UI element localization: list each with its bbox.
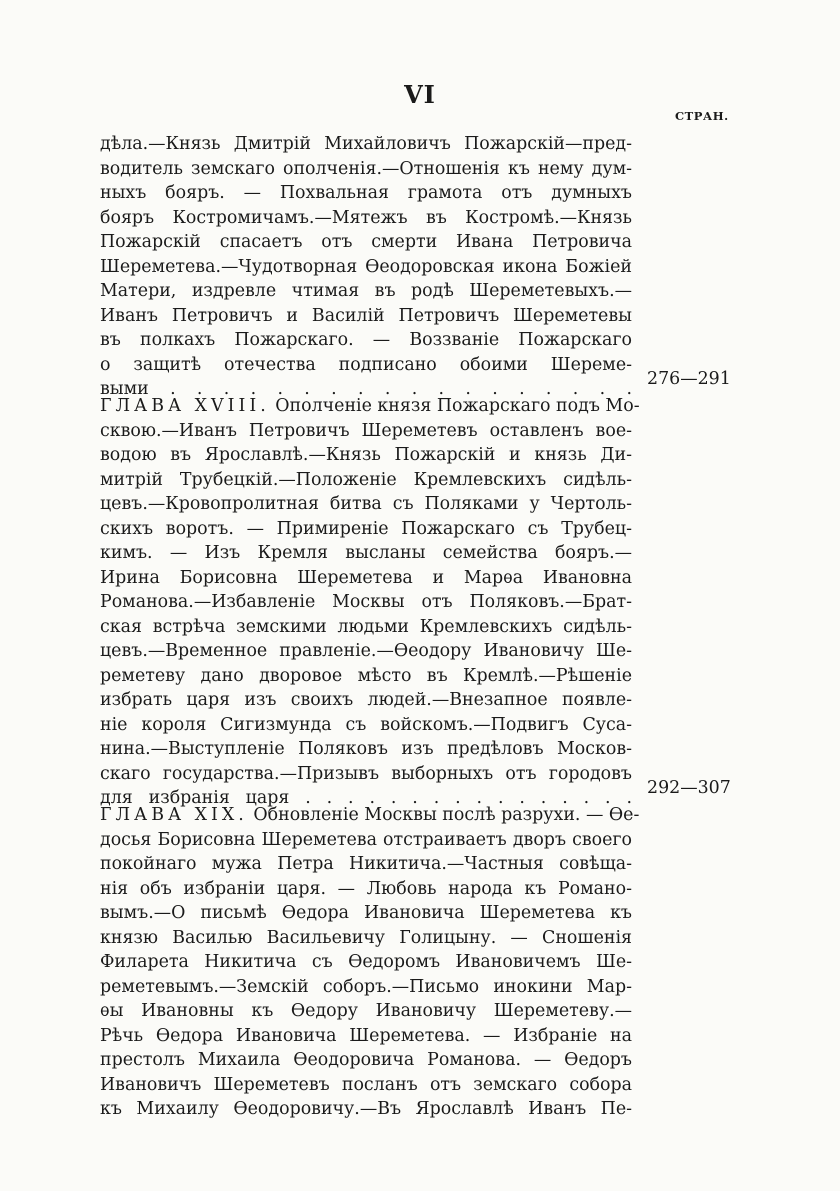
toc-line: сквою.—Иванъ Петровичъ Шереметевъ оставленъ вое-	[100, 420, 632, 441]
toc-line: Матери, издревле чтимая въ родѣ Шереметевыхъ.—	[100, 281, 632, 301]
toc-line: митрій Трубецкій.—Положеніе Кремлевскихъ сидѣль-	[100, 469, 632, 490]
toc-first-line	[100, 803, 640, 828]
toc-line: кимъ. — Изъ Кремля высланы семейства бояръ.—	[100, 543, 632, 563]
toc-line: цевъ.—Кровопролитная битва съ Поляками у Чертоль-	[100, 494, 632, 514]
toc-line: реметевымъ.—Земскій соборъ.—Письмо инокини Мар-	[100, 976, 632, 997]
toc-line: нія объ избраніи царя. — Любовь народа къ Романо-	[100, 878, 632, 899]
toc-line: о защитѣ отечества подписано обоими Шереме-	[100, 354, 632, 375]
page-number: VI	[404, 80, 436, 109]
toc-first-line	[100, 394, 640, 419]
toc-line: досья Борисовна Шереметева отстраиваетъ дворъ своего	[100, 829, 632, 850]
leader-dots: . . . . . . . . . . . . . . . .	[305, 788, 632, 808]
pages-column-header: СТРАН.	[675, 109, 729, 123]
toc-line: Ирина Борисовна Шереметева и Марѳа Ивановна	[100, 567, 632, 588]
toc-line: Пожарскій спасаетъ отъ смерти Ивана Петровича	[100, 232, 632, 252]
toc-entry	[100, 394, 640, 811]
toc-line: бояръ Костромичамъ.—Мятежъ въ Костромѣ.—Князь	[100, 207, 632, 228]
toc-line: избрать царя изъ своихъ людей.—Внезапное появле-	[100, 690, 632, 710]
toc-line: ніе короля Сигизмунда съ войскомъ.—Подвигъ Суса-	[100, 714, 632, 735]
toc-line-text: выми	[100, 379, 149, 399]
toc-line: Шереметева.—Чудотворная Ѳеодоровская икона Божіей	[100, 256, 632, 277]
page-range: 276—291	[647, 369, 731, 389]
leader-dots: . . . . . . . . . . . . . . . . . .	[170, 379, 633, 399]
toc-line: скихъ воротъ. — Примиреніе Пожарскаго съ Трубец-	[100, 518, 632, 539]
toc-line: Ивановичъ Шереметевъ посланъ отъ земскаго собора	[100, 1074, 632, 1095]
toc-line: дѣла.—Князь Дмитрій Михайловичъ Пожарскій—пред-	[100, 134, 632, 154]
toc-line: водитель земскаго ополченія.—Отношенія къ нему дум-	[100, 158, 632, 179]
toc-line: реметеву дано дворовое мѣсто въ Кремлѣ.—Рѣшеніе	[100, 665, 632, 686]
toc-line: въ полкахъ Пожарскаго. — Воззваніе Пожарскаго	[100, 330, 632, 350]
toc-line: Иванъ Петровичъ и Василій Петровичъ Шереметевы	[100, 305, 632, 326]
toc-line: къ Михаилу Ѳеодоровичу.—Въ Ярославлѣ Иванъ Пе-	[100, 1099, 632, 1119]
toc-line: скаго государства.—Призывъ выборныхъ отъ городовъ	[100, 763, 632, 784]
toc-line: Романова.—Избавленіе Москвы отъ Поляковъ.—Брат-	[100, 592, 632, 612]
toc-line: Рѣчь Ѳедора Ивановича Шереметева. — Избраніе на	[100, 1025, 632, 1046]
toc-line: ская встрѣча земскими людьми Кремлевскихъ сидѣль-	[100, 616, 632, 637]
toc-line: Филарета Никитича съ Ѳедоромъ Ивановичемъ Ше-	[100, 952, 632, 972]
chapter-heading: ГЛАВА XIX.	[100, 805, 248, 825]
toc-line: водою въ Ярославлѣ.—Князь Пожарскій и князь Ди-	[100, 445, 632, 465]
toc-line: ныхъ бояръ. — Похвальная грамота отъ думныхъ	[100, 183, 632, 203]
toc-line-text: Ополченіе князя Пожарскаго подъ Мо-	[275, 396, 640, 416]
toc-entry	[100, 803, 640, 1122]
toc-line: нина.—Выступленіе Поляковъ изъ предѣловъ Москов-	[100, 739, 632, 759]
toc-line: цевъ.—Временное правленіе.—Ѳеодору Ивановичу Ше-	[100, 641, 632, 661]
toc-line-text: для избранія царя	[100, 788, 290, 808]
toc-line: вымъ.—О письмѣ Ѳедора Ивановича Шереметева къ	[100, 903, 632, 923]
chapter-heading: ГЛАВА XVIII.	[100, 396, 270, 416]
toc-line: покойнаго мужа Петра Никитича.—Частныя совѣща-	[100, 854, 632, 874]
toc-entry	[100, 132, 632, 402]
page-range: 292—307	[647, 778, 731, 798]
toc-line: князю Василью Васильевичу Голицыну. — Сношенія	[100, 927, 632, 948]
toc-line-text: Обновленіе Москвы послѣ разрухи. — Ѳе-	[253, 805, 640, 825]
toc-line: ѳы Ивановны къ Ѳедору Ивановичу Шереметеву.—	[100, 1001, 632, 1021]
toc-line: престолъ Михаила Ѳеодоровича Романова. — Ѳедоръ	[100, 1050, 632, 1070]
